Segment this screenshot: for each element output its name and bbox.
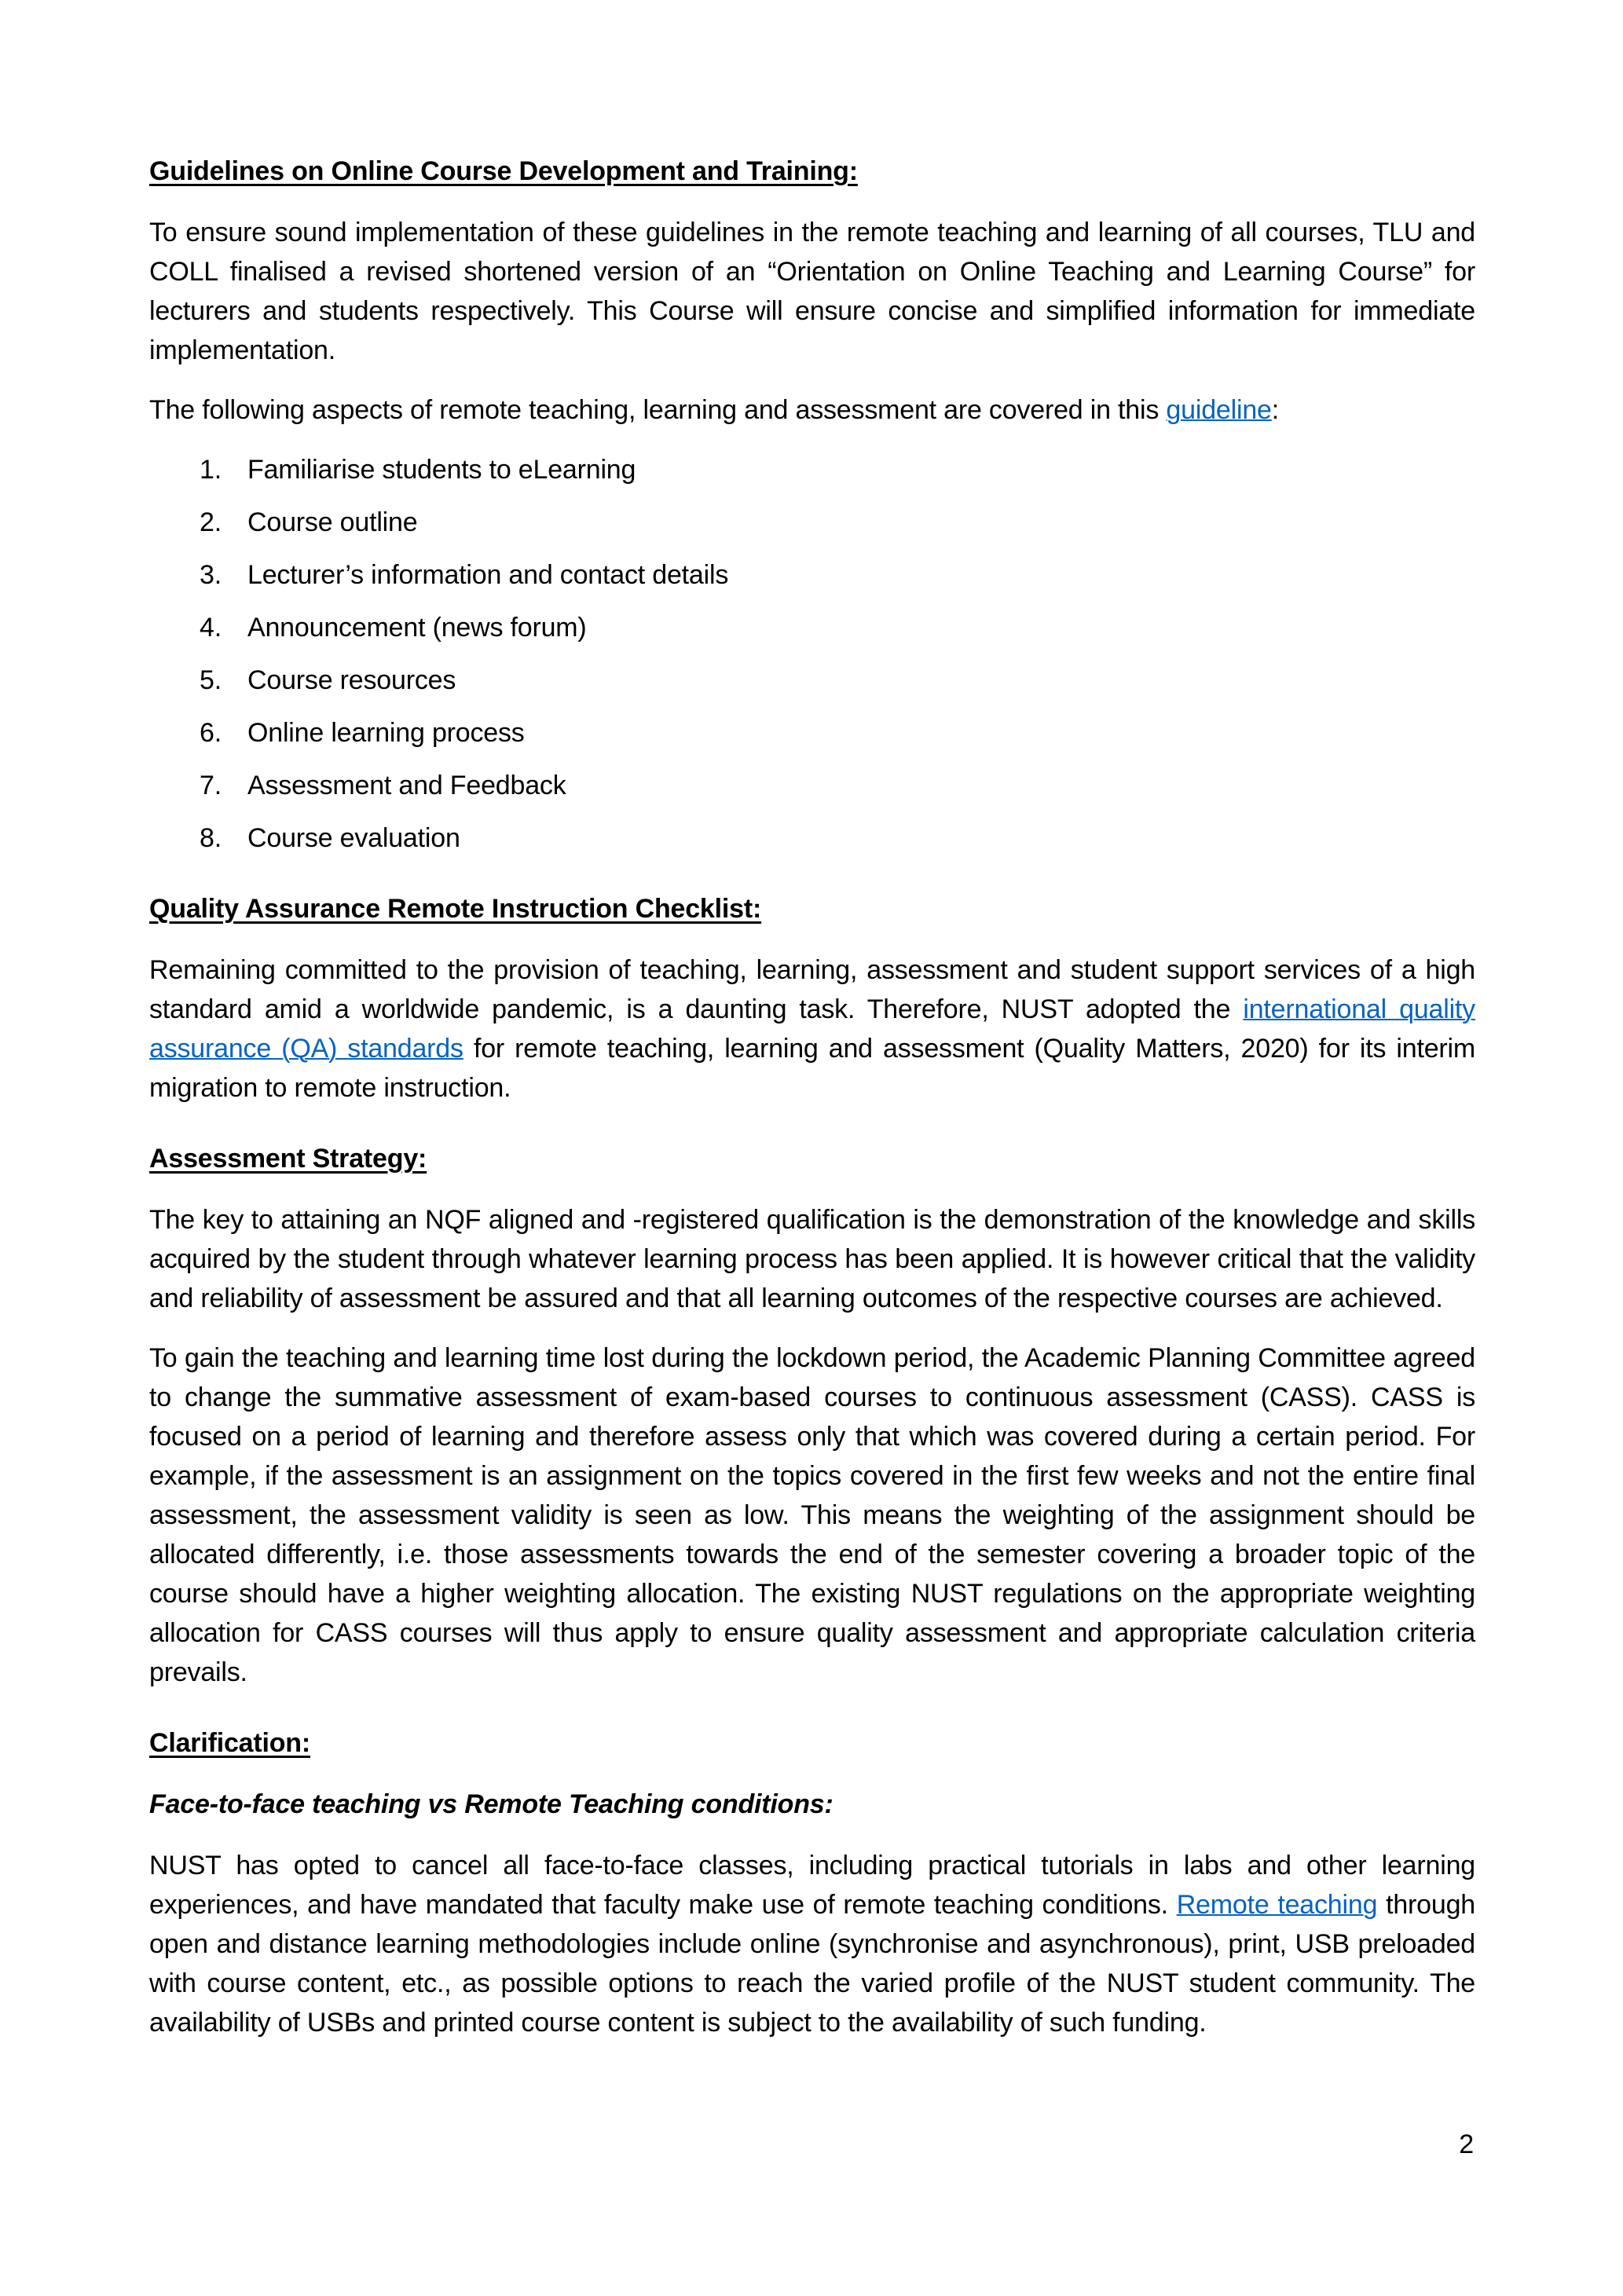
quality-assurance-paragraph <box>149 950 1475 1108</box>
guidelines-aspects-paragraph <box>149 390 1475 430</box>
list-item-number: 1. <box>200 455 222 485</box>
assessment-strategy-paragraph-1 <box>149 1200 1475 1318</box>
list-item-number: 8. <box>200 823 222 853</box>
list-item-text: Course outline <box>247 507 418 537</box>
list-item-number: 2. <box>200 507 222 537</box>
guidelines-intro-paragraph <box>149 213 1475 370</box>
list-item <box>200 766 1475 805</box>
quality-assurance-heading: Quality Assurance Remote Instruction Checklist: <box>149 894 762 924</box>
clarification-heading: Clarification: <box>149 1728 311 1758</box>
assessment-strategy-heading: Assessment Strategy: <box>149 1144 427 1174</box>
paragraph-text: through open and distance learning methodologies include online (synchronise and asynchronous), print, USB preloaded with course content, etc., as possible options to reach the varied profile of the NUST student community. The availability of USBs and printed course content is subject to the availability of such funding. <box>149 1890 1475 2038</box>
clarification-subheading: Face-to-face teaching vs Remote Teaching conditions: <box>149 1789 833 1819</box>
list-item <box>200 818 1475 858</box>
list-item-text: Course evaluation <box>247 823 460 853</box>
clarification-paragraph <box>149 1846 1475 2042</box>
list-item <box>200 661 1475 700</box>
list-item-number: 6. <box>200 718 222 748</box>
list-item-text: Assessment and Feedback <box>247 771 566 800</box>
list-item <box>200 713 1475 753</box>
paragraph-text: The following aspects of remote teaching, learning and assessment are covered in this <box>149 395 1167 425</box>
qa-standards-link[interactable]: international quality assurance (QA) standards <box>149 994 1475 1064</box>
list-item-number: 4. <box>200 613 222 643</box>
paragraph-text: Remaining committed to the provision of teaching, learning, assessment and student support services of a high standard amid a worldwide pandemic, is a daunting task. Therefore, NUST adopted the <box>149 955 1475 1024</box>
paragraph-text: The key to attaining an NQF aligned and -registered qualification is the demonstration of the knowledge and skills acquired by the student through whatever learning process has been applied. It is however critical that the validity and reliability of assessment be assured and that all learning outcomes of the respective courses are achieved. <box>149 1205 1475 1313</box>
paragraph-text: for remote teaching, learning and assessment (Quality Matters, 2020) for its interim migration to remote instruction. <box>149 1034 1475 1103</box>
list-item-number: 7. <box>200 771 222 800</box>
list-item-number: 3. <box>200 560 222 590</box>
guidelines-heading: Guidelines on Online Course Development and Training: <box>149 156 858 186</box>
list-item-text: Lecturer’s information and contact details <box>247 560 729 590</box>
assessment-strategy-paragraph-2 <box>149 1338 1475 1692</box>
paragraph-text: NUST has opted to cancel all face-to-face classes, including practical tutorials in labs and other learning experiences, and have mandated that faculty make use of remote teaching conditions. <box>149 1851 1475 1920</box>
page-number: 2 <box>1459 2129 1474 2159</box>
list-item-text: Course resources <box>247 665 456 695</box>
list-item-text: Familiarise students to eLearning <box>247 455 636 485</box>
list-item <box>200 608 1475 647</box>
list-item-number: 5. <box>200 665 222 695</box>
remote-teaching-link[interactable]: Remote teaching <box>1176 1890 1378 1920</box>
paragraph-text: To gain the teaching and learning time lost during the lockdown period, the Academic Planning Committee agreed to change the summative assessment of exam-based courses to continuous assessment (CASS). CASS is focused on a period of learning and therefore assess only that which was covered during a certain period. For example, if the assessment is an assignment on the topics covered in the first few weeks and not the entire final assessment, the assessment validity is seen as low. This means the weighting of the assignment should be allocated differently, i.e. those assessments towards the end of the semester covering a broader topic of the course should have a higher weighting allocation. The existing NUST regulations on the appropriate weighting allocation for CASS courses will thus apply to ensure quality assessment and appropriate calculation criteria prevails. <box>149 1343 1475 1687</box>
paragraph-text: To ensure sound implementation of these guidelines in the remote teaching and learning of all courses, TLU and COLL finalised a revised shortened version of an “Orientation on Online Teaching and Learning Course” for lecturers and students respectively. This Course will ensure concise and simplified information for immediate implementation. <box>149 218 1475 365</box>
list-item-text: Announcement (news forum) <box>247 613 587 643</box>
list-item <box>200 503 1475 542</box>
list-item <box>200 450 1475 489</box>
guidelines-aspect-list <box>149 450 1475 858</box>
list-item <box>200 555 1475 595</box>
paragraph-text: : <box>1271 395 1279 425</box>
guideline-link[interactable]: guideline <box>1166 395 1272 425</box>
list-item-text: Online learning process <box>247 718 525 748</box>
